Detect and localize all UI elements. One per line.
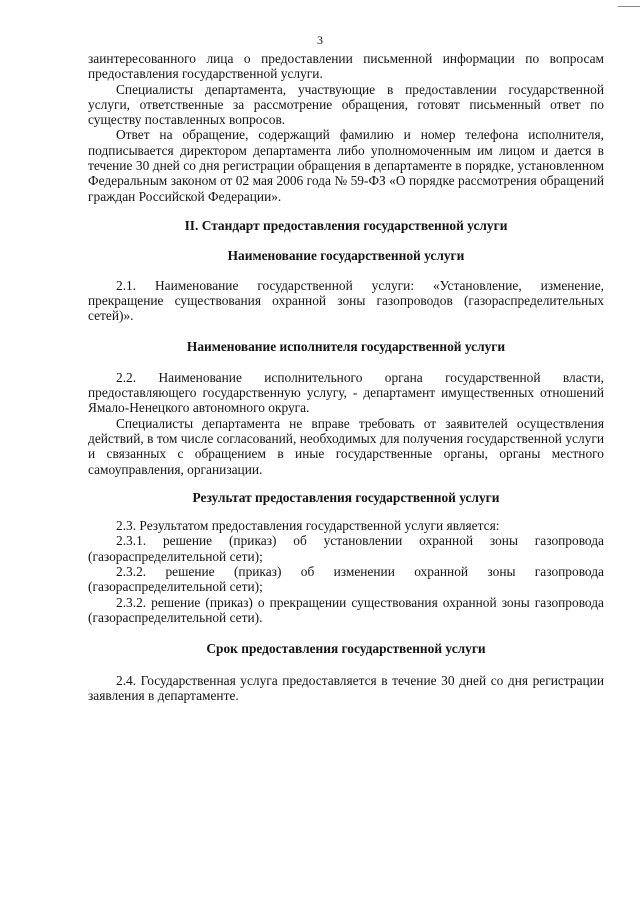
intro-paragraph-3: Ответ на обращение, содержащий фамилию и номер телефона исполнителя, подписывается директором департамента либо уполномоченным им лицом и дается в течение 30 дней со дня регистрации обращения в департаменте в порядке, установленном Федеральным законом от 02 мая 2006 года № 59-ФЗ «О порядке рассмотрения обращений граждан Российской Федерации». [88,127,604,204]
paragraph-2-3-2-termination: 2.3.2. решение (приказ) о прекращении существования охранной зоны газопровода (газораспределительной сети). [88,594,604,625]
paragraph-2-1: 2.1. Наименование государственной услуги: «Установление, изменение, прекращение существования охранной зоны газопроводов (газораспределительных сетей)». [88,277,604,324]
corner-scan-mark [618,0,640,7]
page-number: 3 [317,33,323,47]
term-heading: Срок предоставления государственной услуги [206,641,486,657]
intro-paragraph-2: Специалисты департамента, участвующие в предоставлении государственной услуги, ответственные за рассмотрение обращения, готовят письменный ответ по существу поставленных вопросов. [88,81,604,128]
paragraph-2-3-1: 2.3.1. решение (приказ) об установлении охранной зоны газопровода (газораспределительной сети); [88,533,604,564]
paragraph-2-2: 2.2. Наименование исполнительного органа государственной власти, предоставляющего государственную услугу, - департамент имущественных отношений Ямало-Ненецкого автономного округа. [88,369,604,416]
paragraph-2-4: 2.4. Государственная услуга предоставляется в течение 30 дней со дня регистрации заявления в департаменте. [88,672,604,703]
paragraph-2-2-restriction: Специалисты департамента не вправе требовать от заявителей осуществления действий, в том числе согласований, необходимых для получения государственной услуги и связанных с обращением в иные государственные органы, органы местного самоуправления, организации. [88,415,604,477]
section-2-title: II. Стандарт предоставления государственной услуги [184,217,508,233]
service-name-heading: Наименование государственной услуги [227,248,465,264]
paragraph-2-3: 2.3. Результатом предоставления государственной услуги является: [116,518,500,534]
intro-paragraph-1: заинтересованного лица о предоставлении письменной информации по вопросам предоставления государственной услуги. [88,51,604,82]
document-body [88,51,604,703]
result-heading: Результат предоставления государственной услуги [192,489,500,505]
executor-heading: Наименование исполнителя государственной услуги [186,339,506,355]
paragraph-2-3-2-change: 2.3.2. решение (приказ) об изменении охранной зоны газопровода (газораспределительной сети); [88,564,604,595]
